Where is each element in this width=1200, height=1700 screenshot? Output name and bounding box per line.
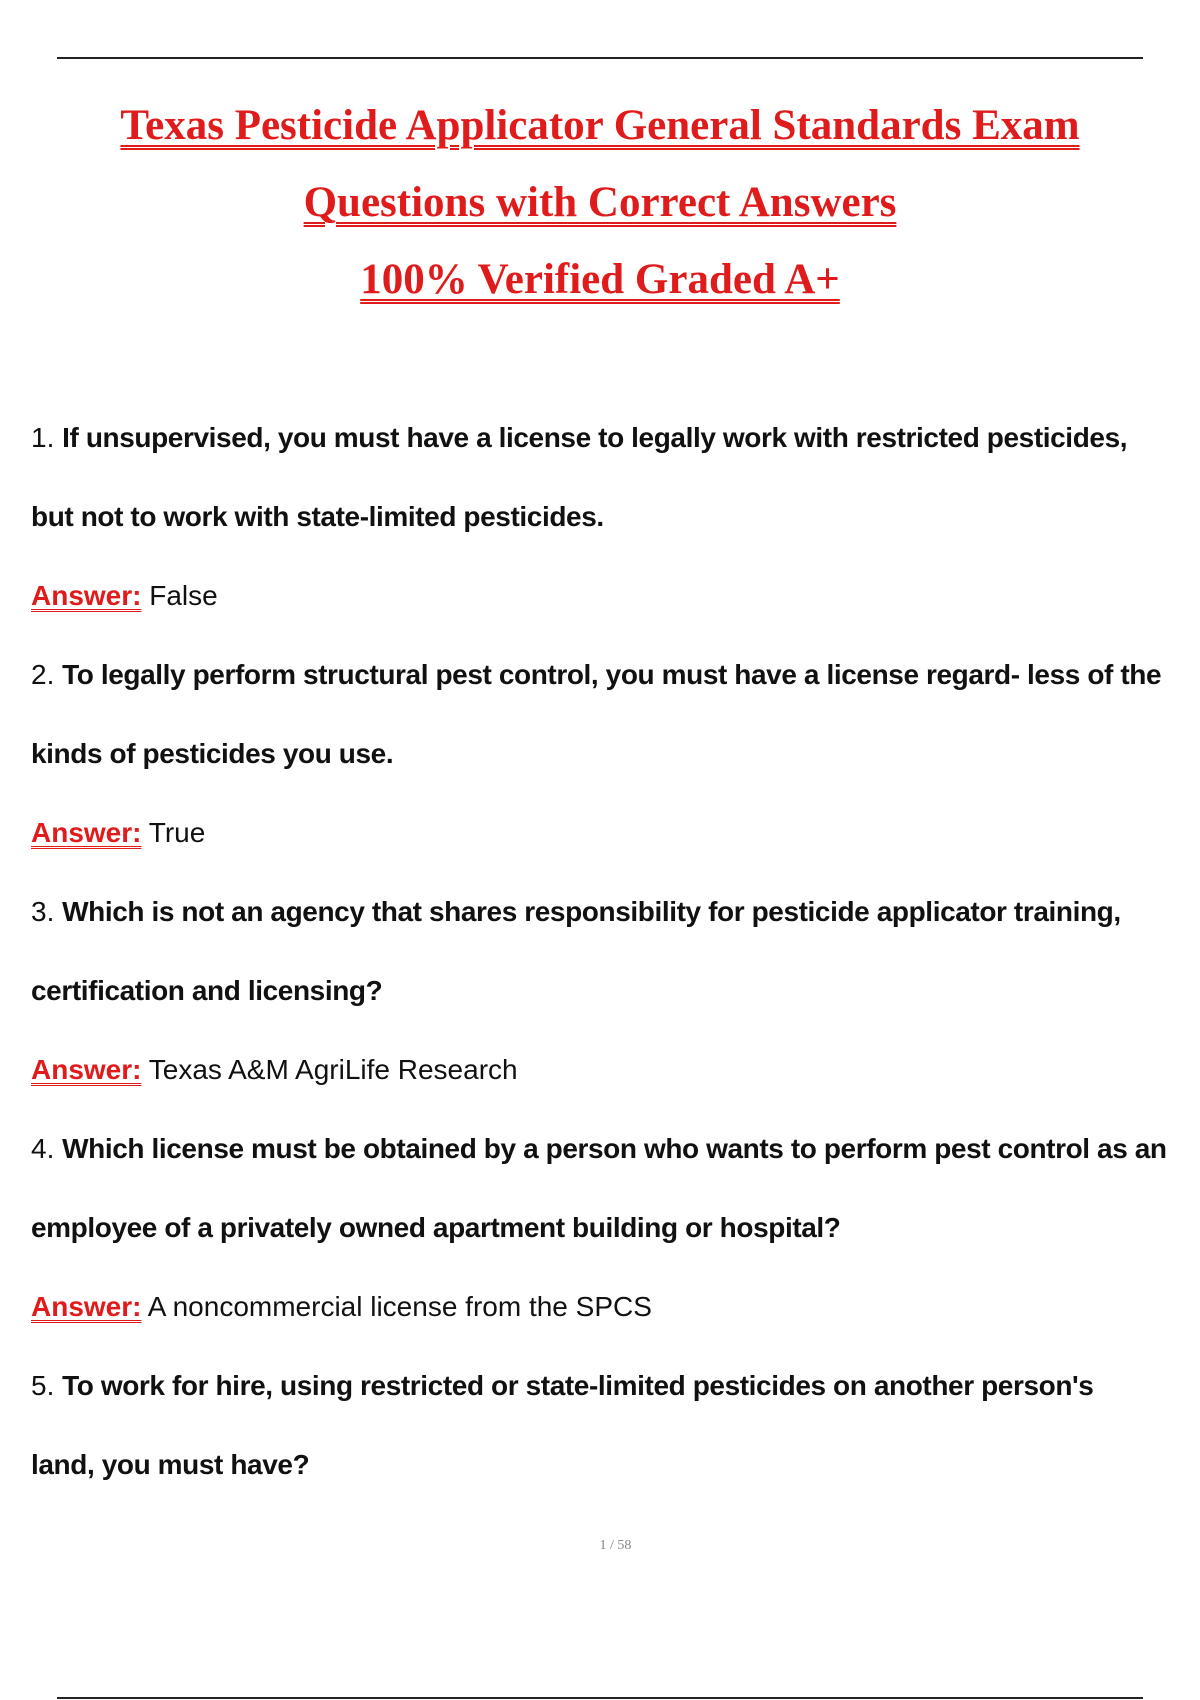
question-text: employee of a privately owned apartment building or hospital? bbox=[31, 1212, 841, 1243]
answer-2 bbox=[31, 813, 1181, 892]
question-list bbox=[31, 418, 1181, 1524]
question-text: If unsupervised, you must have a license to legally work with restricted pesticides, bbox=[62, 422, 1128, 453]
question-3-line-2 bbox=[31, 971, 1181, 1050]
question-4-line-1 bbox=[31, 1129, 1181, 1208]
question-number: 1. bbox=[31, 422, 55, 453]
answer-text: Texas A&M AgriLife Research bbox=[148, 1054, 518, 1085]
question-5-line-1 bbox=[31, 1366, 1181, 1445]
question-text: Which is not an agency that shares responsibility for pesticide applicator training, bbox=[62, 896, 1121, 927]
answer-text: False bbox=[149, 580, 218, 611]
question-3-line-1 bbox=[31, 892, 1181, 971]
answer-3 bbox=[31, 1050, 1181, 1129]
answer-text: A noncommercial license from the SPCS bbox=[147, 1291, 652, 1322]
answer-4 bbox=[31, 1287, 1181, 1366]
answer-label: Answer: bbox=[31, 1054, 142, 1085]
question-number: 4. bbox=[31, 1133, 55, 1164]
title-line-2: Questions with Correct Answers bbox=[303, 179, 897, 226]
question-2-line-2 bbox=[31, 734, 1181, 813]
question-4-line-2 bbox=[31, 1208, 1181, 1287]
title-line-3: 100% Verified Graded A+ bbox=[360, 256, 840, 303]
bottom-divider bbox=[57, 1697, 1143, 1699]
answer-text: True bbox=[148, 817, 206, 848]
question-text: To work for hire, using restricted or state-limited pesticides on another person's bbox=[62, 1370, 1094, 1401]
question-text: land, you must have? bbox=[31, 1449, 310, 1480]
question-number: 3. bbox=[31, 896, 55, 927]
question-number: 5. bbox=[31, 1370, 55, 1401]
question-2-line-1 bbox=[31, 655, 1181, 734]
question-text: Which license must be obtained by a person who wants to perform pest control as an bbox=[62, 1133, 1167, 1164]
question-text: certification and licensing? bbox=[31, 975, 383, 1006]
question-text: but not to work with state-limited pesticides. bbox=[31, 501, 604, 532]
answer-1 bbox=[31, 576, 1181, 655]
answer-label: Answer: bbox=[31, 580, 142, 611]
answer-label: Answer: bbox=[31, 1291, 142, 1322]
question-1-line-2 bbox=[31, 497, 1181, 576]
question-number: 2. bbox=[31, 659, 55, 690]
title-line-1: Texas Pesticide Applicator General Standards Exam bbox=[120, 102, 1080, 149]
question-1-line-1 bbox=[31, 418, 1181, 497]
top-divider bbox=[57, 57, 1143, 59]
question-text: To legally perform structural pest control, you must have a license regard- less of the bbox=[62, 659, 1162, 690]
question-text: kinds of pesticides you use. bbox=[31, 738, 394, 769]
page-indicator: 1 / 58 bbox=[599, 1538, 632, 1553]
document-title bbox=[0, 104, 1200, 335]
answer-label: Answer: bbox=[31, 817, 142, 848]
question-5-line-2 bbox=[31, 1445, 1181, 1524]
